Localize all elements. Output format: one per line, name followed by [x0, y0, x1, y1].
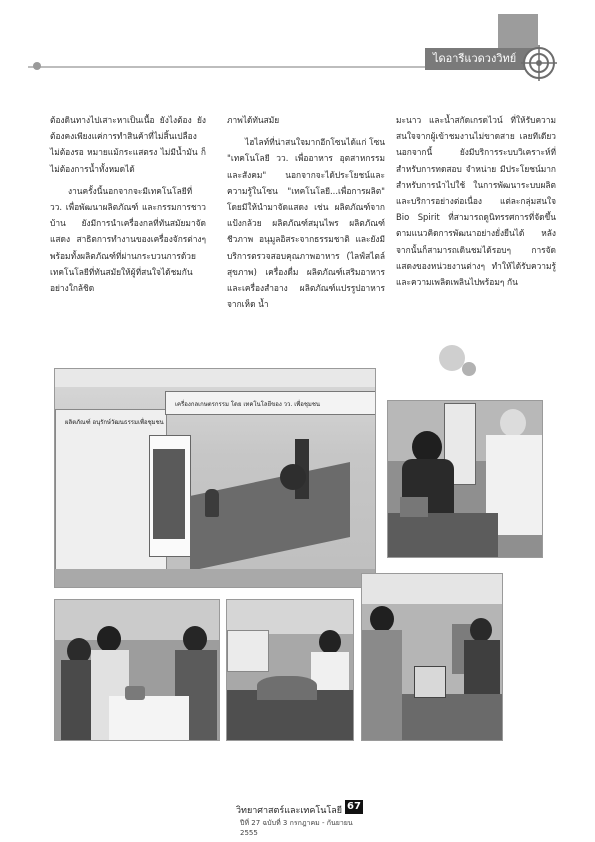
paragraph: งานครั้งนี้นอกจากจะมีเทคโนโลยีที่ วว. เพื่อพัฒนาผลิตภัณฑ์ และกรรมการชาวบ้าน ยังมีการนำเครื่องกลที่ทันสมัยมาจัดแสดง สาธิตการทำงานของเครื่องจักรต่างๆ พร้อมทั้งผลิตภัณฑ์ที่ผ่านกระบวนการด้วยเทคโนโลยีที่ทันสมัยให้ผู้ที่สนใจได้ชมกันอย่างใกล้ชิด — [50, 185, 206, 294]
header-rule — [28, 66, 468, 68]
section-title: ไดอารีแวดวงวิทย์ — [425, 48, 538, 70]
paragraph: มะนาว และน้ำสกัดเกรดไวน์ ที่ให้รับความสนใจจากผู้เข้าชมงานไม่ขาดสาย เลยทีเดียว นอกจากนี้ ยังมีบริการระบบวิเคราะห์ที่สำหรับการทดสอบ จำหน่าย มีประโยชน์มากสำหรับการนำไปใช้ ในการพัฒนาระบบผลิตและบริการอย่างต่อเนื่อง แต่ละกลุ่มสนใจ Bio Spirit ที่สามารถดูนิทรรศการที่จัดขึ้นตามแนวคิดการพัฒนาอย่างยั่งยืนได้ หลังจากนั้นก็สามารถเดินชมได้รอบๆ การจัดแสดงของหน่วยงานต่างๆ ทำให้ได้รับความรู้และความเพลิดเพลินไปพร้อมๆ กัน — [396, 115, 556, 288]
photo-demo-table — [387, 400, 543, 558]
photo-visitors-group — [54, 599, 220, 741]
text-column-1 — [50, 112, 206, 296]
text-column-3 — [396, 112, 556, 290]
photo-plant-display — [226, 599, 354, 741]
paragraph: ภาพได้ทันสมัย — [227, 115, 280, 125]
crosshair-target-icon — [521, 45, 557, 81]
page-number: 67 — [345, 800, 363, 814]
text-column-2 — [227, 112, 385, 312]
magazine-title: วิทยาศาสตร์และเทคโนโลยี — [235, 806, 342, 816]
booth-banner-main: เครื่องกลเกษตรกรรม โดย เทคโนโลยีของ วว. เพื่อชุมชน — [175, 401, 321, 408]
issue-info: ปีที่ 27 ฉบับที่ 3 กรกฎาคม - กันยายน 2555 — [240, 819, 353, 837]
decorative-circle — [462, 362, 476, 376]
paragraph: ไฮไลท์ที่น่าสนใจมากอีกโซนได้แก่ โซน "เทคโนโลยี วว. เพื่ออาหาร อุตสาหกรรม และสังคม" นอกจากจะได้ประโยชน์และความรู้ในโซน "เทคโนโลยี...เพื่อการผลิต" โดยมีให้นำมาจัดแสดง เช่น ผลิตภัณฑ์จากแป้งกล้วย ผลิตภัณฑ์สมุนไพร ผลิตภัณฑ์ชีวภาพ อนุมูลอิสระจากธรรมชาติ และยังมีบริการตรวจสอบคุณภาพอาหาร (ไลฟ์สไตล์สุขภาพ) เครื่องดื่ม ผลิตภัณฑ์เสริมอาหารและเครื่องสำอาง ผลิตภัณฑ์แปรรูปอาหารจากเห็ด น้ำ — [227, 137, 385, 310]
paragraph: ต้องดินทางไปเสาะหาเป็นเนื้อ ยังไงต้อง ยังต้องคงเพียงแค่การทำสินค้าที่ไม่สิ้นเปลือง ไม่ต้องรอ หมายแม้กระแสตรง ไม่มีน้ำมัน ก็ไม่ต้องการน้ำทั้งหมดได้ — [50, 115, 206, 174]
photo-lab-equipment — [361, 573, 503, 741]
header-bullet-dot — [33, 62, 41, 70]
booth-banner-left: ผลิตภัณฑ์ อนุรักษ์วัฒนธรรมเพื่อชุมชน — [65, 419, 164, 426]
photo-exhibition-booth — [54, 368, 376, 588]
